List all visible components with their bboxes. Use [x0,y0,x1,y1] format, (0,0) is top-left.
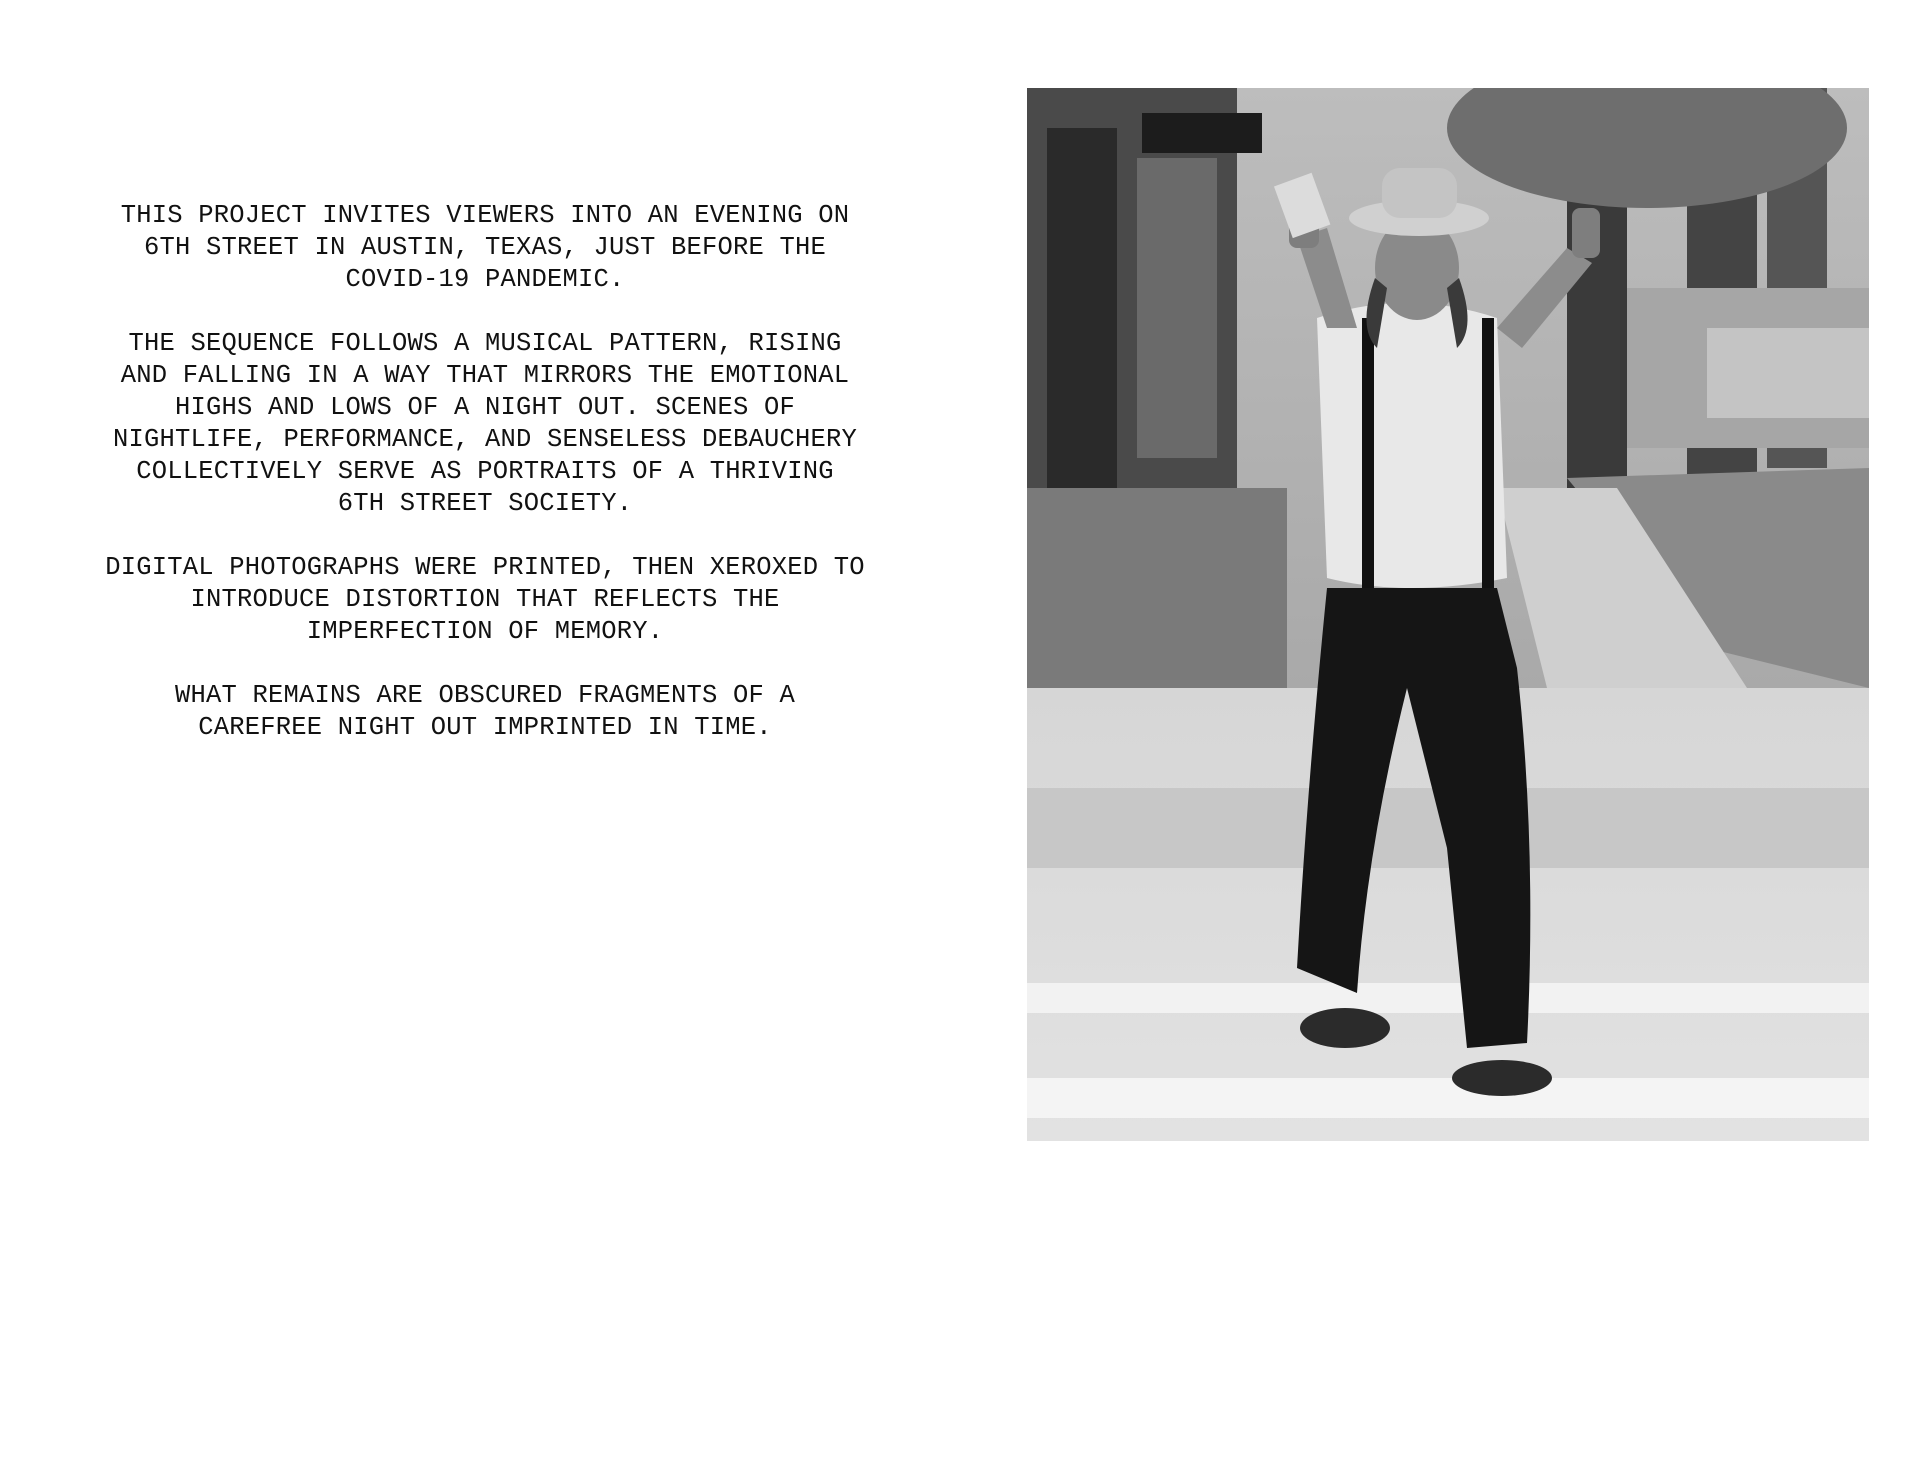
photo-illustration [1027,88,1869,1141]
artist-statement [70,200,900,776]
statement-paragraph-4: WHAT REMAINS ARE OBSCURED FRAGMENTS OF A CAREFREE NIGHT OUT IMPRINTED IN TIME. [174,681,796,742]
street-portrait-photo [1027,88,1869,1141]
statement-paragraph-1: THIS PROJECT INVITES VIEWERS INTO AN EVENING ON 6TH STREET IN AUSTIN, TEXAS, JUST BEFORE THE COVID-19 PANDEMIC. [120,201,850,294]
statement-paragraph-2: THE SEQUENCE FOLLOWS A MUSICAL PATTERN, RISING AND FALLING IN A WAY THAT MIRRORS THE EMOTIONAL HIGHS AND LOWS OF A NIGHT OUT. SCENES OF NIGHTLIFE, PERFORMANCE, AND SENSELESS DEBAUCHERY COLLECTIVELY SERVE AS PORTRAITS OF A THRIVING 6TH STREET SOCIETY. [112,329,858,518]
statement-paragraph-3: DIGITAL PHOTOGRAPHS WERE PRINTED, THEN XEROXED TO INTRODUCE DISTORTION THAT REFLECTS THE IMPERFECTION OF MEMORY. [105,553,865,646]
